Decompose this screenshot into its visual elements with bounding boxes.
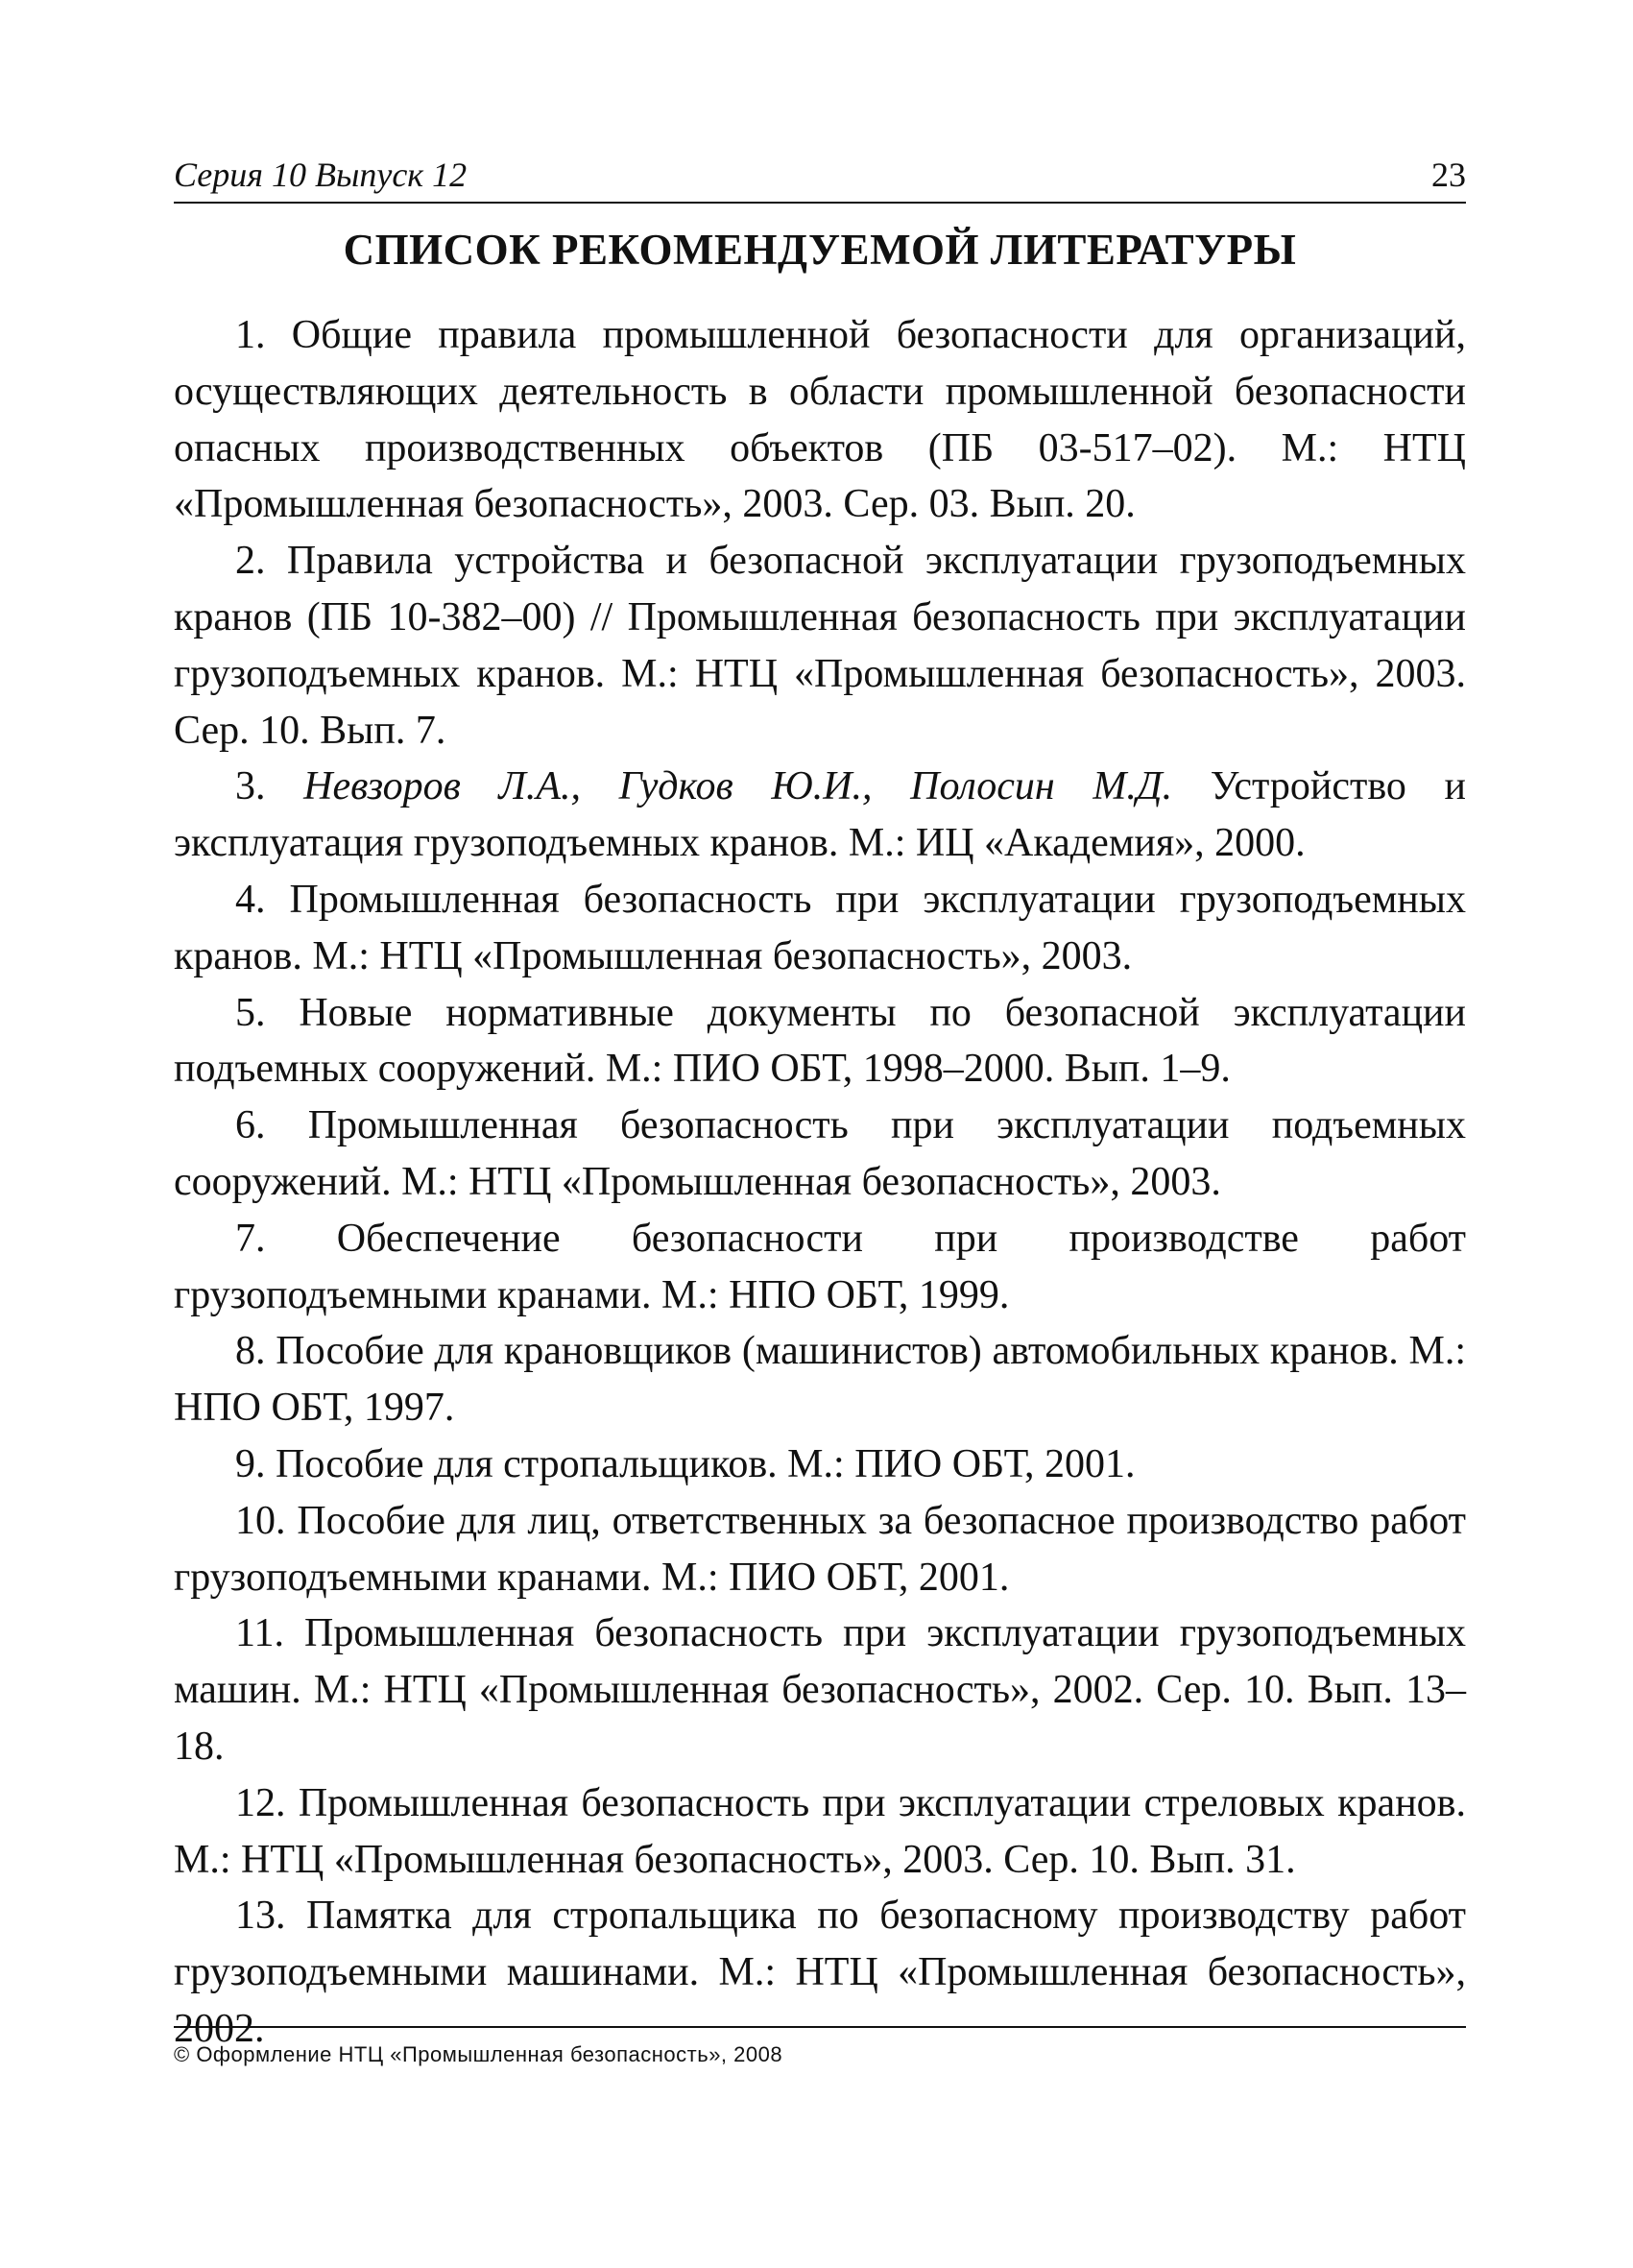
page-title: СПИСОК РЕКОМЕНДУЕМОЙ ЛИТЕРАТУРЫ	[343, 226, 1297, 274]
reference-text: Промышленная безопасность при эксплуатации грузоподъемных машин. М.: НТЦ «Промышленная безопасность», 2002. Сер. 10. Вып. 13–18.	[174, 1611, 1466, 1769]
reference-authors: Невзоров Л.А., Гудков Ю.И., Полосин М.Д.	[303, 764, 1173, 809]
reference-item	[174, 1436, 1466, 1493]
reference-number: 13.	[235, 1894, 286, 1939]
reference-text: Устройство и эксплуатация грузоподъемных кранов. М.: ИЦ «Академия», 2000.	[174, 764, 1466, 866]
reference-number: 11.	[235, 1611, 284, 1656]
page-number: 23	[1431, 156, 1466, 194]
reference-item	[174, 1098, 1466, 1211]
reference-item	[174, 872, 1466, 985]
reference-text: Пособие для стропальщиков. М.: ПИО ОБТ, 2001.	[276, 1441, 1136, 1486]
series-label: Серия 10 Выпуск 12	[174, 156, 468, 194]
reference-number: 3.	[235, 764, 266, 809]
reference-text: Обеспечение безопасности при производстве работ грузоподъемными кранами. М.: НПО ОБТ, 1999.	[174, 1216, 1467, 1317]
reference-item	[174, 307, 1466, 533]
reference-text: Пособие для лиц, ответственных за безопасное производство работ грузоподъемными кранами. М.: ПИО ОБТ, 2001.	[174, 1498, 1467, 1600]
reference-text: Пособие для крановщиков (машинистов) автомобильных кранов. М.: НПО ОБТ, 1997.	[174, 1329, 1467, 1431]
reference-number: 7.	[235, 1216, 266, 1261]
reference-item	[174, 1211, 1466, 1324]
reference-number: 1.	[235, 313, 266, 357]
reference-number: 6.	[235, 1103, 266, 1148]
reference-text: Промышленная безопасность при эксплуатации подъемных сооружений. М.: НТЦ «Промышленная безопасность», 2003.	[174, 1103, 1466, 1204]
reference-text: Правила устройства и безопасной эксплуатации грузоподъемных кранов (ПБ 10-382–00) // Промышленная безопасность при эксплуатации грузоподъемных кранов. М.: НТЦ «Промышленная безопасность», 2003. Сер. 10. Вып. 7.	[174, 539, 1466, 753]
reference-item	[174, 1323, 1466, 1436]
page-header	[174, 154, 1466, 204]
reference-item	[174, 759, 1466, 872]
copyright-footer: © Оформление НТЦ «Промышленная безопасность», 2008	[174, 2026, 1466, 2068]
references-list	[174, 307, 1466, 2058]
reference-number: 9.	[235, 1441, 266, 1486]
reference-item	[174, 533, 1466, 759]
reference-number: 12.	[235, 1780, 286, 1825]
reference-text: Промышленная безопасность при эксплуатации грузоподъемных кранов. М.: НТЦ «Промышленная безопасность», 2003.	[174, 877, 1466, 978]
reference-item	[174, 1605, 1466, 1774]
reference-text: Общие правила промышленной безопасности для организаций, осуществляющих деятельность в области промышленной безопасности опасных производственных объектов (ПБ 03-517–02). М.: НТЦ «Промышленная безопасность», 2003. Сер. 03. Вып. 20.	[174, 313, 1466, 527]
reference-number: 5.	[235, 990, 266, 1035]
reference-item	[174, 985, 1466, 1098]
reference-item	[174, 1775, 1466, 1889]
reference-item	[174, 1493, 1466, 1606]
reference-number: 8.	[235, 1329, 266, 1374]
reference-number: 2.	[235, 539, 266, 584]
reference-text: Новые нормативные документы по безопасной эксплуатации подъемных сооружений. М.: ПИО ОБТ, 1998–2000. Вып. 1–9.	[174, 990, 1467, 1092]
reference-number: 10.	[235, 1498, 286, 1543]
reference-number: 4.	[235, 877, 266, 922]
reference-text: Памятка для стропальщика по безопасному производству работ грузоподъемными машинами. М.: НТЦ «Промышленная безопасность», 2002.	[174, 1894, 1467, 2051]
reference-text: Промышленная безопасность при эксплуатации стреловых кранов. М.: НТЦ «Промышленная безопасность», 2003. Сер. 10. Вып. 31.	[174, 1780, 1466, 1882]
